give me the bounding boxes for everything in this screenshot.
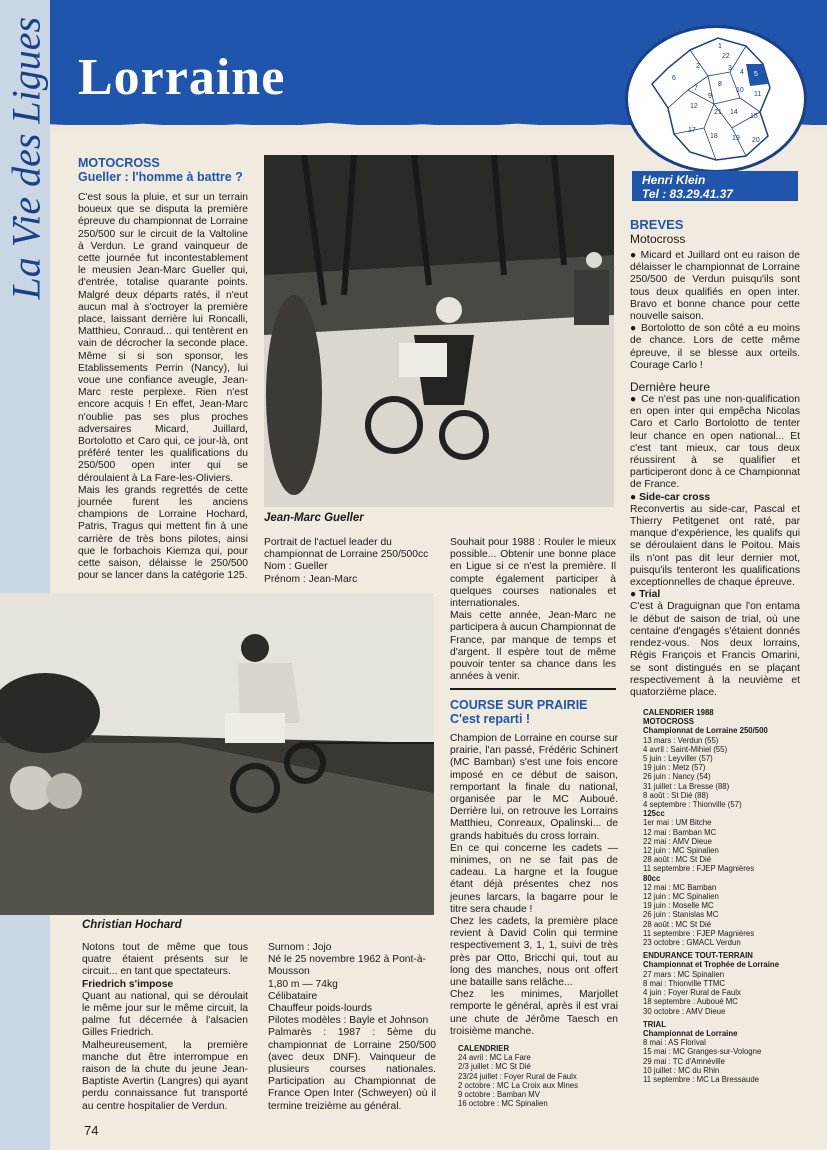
portrait-box — [264, 537, 434, 586]
calendar-item: 24 avril : MC La Fare — [458, 1053, 531, 1063]
calendar-title: CALENDRIER 1988 — [643, 708, 714, 717]
section-sidebar-title: La Vie des Ligues — [3, 16, 49, 300]
calendar-item: 12 mai : Bamban MC — [643, 827, 717, 837]
calendar-item: 1er mai : UM Bitche — [643, 818, 712, 828]
brief-item: ● Bortolotto de son côté a eu moins de chance. Lors de cette même épreuve, il se blesse aux orteils. Courage Carlo ! — [630, 323, 800, 371]
calendar-item: 12 mai : MC Bamban — [643, 882, 717, 892]
calendar-item: 10 juillet : MC du Rhin — [643, 1065, 720, 1075]
portrait-line: Prénom : Jean-Marc — [264, 573, 358, 585]
article-paragraph: Mais cette année, Jean-Marc ne participera à aucun Championnat de France, par manque de temps et d'argent. Il espère tout de même pouvoir tenter sa chance dans les années à venir. — [450, 610, 617, 683]
calendar-item: 26 juin : Nancy (54) — [643, 772, 711, 782]
photo-christian-hochard — [0, 593, 434, 915]
section-heading: MOTOCROSS — [78, 156, 160, 170]
article-paragraph: Quant au national, qui se déroulait le même jour sur le même circuit, la palme fut décernée à l'alsacien Gilles Friedrich. — [82, 990, 248, 1039]
calendar-category: 80cc — [643, 873, 661, 883]
calendar-item: 4 avril : Saint-Mihiel (55) — [643, 744, 728, 754]
divider — [450, 688, 616, 690]
calendar-item: 8 mai : Thionville TTMC — [643, 978, 726, 988]
brief-item: ● Ce n'est pas une non-qualification en open inter qui empêcha Nicolas Caro et Carlo Bortolotto de tenter leur chance en open national... Et c'est tant mieux, car tous deux réussirent à se qualifier et participeront donc à ce Championnat de France. — [630, 394, 800, 491]
map-label: 15 — [750, 113, 758, 120]
calendar-item: 23 octobre : GMACL Verdun — [643, 938, 741, 948]
calendar-item: 23/24 juillet : Foyer Rural de Faulx — [458, 1071, 577, 1081]
photo-jean-marc-gueller — [264, 155, 614, 507]
calendar-item: 28 août : MC St Dié — [643, 919, 712, 929]
calendar-category: 125cc — [643, 809, 665, 819]
map-label: 9 — [708, 93, 712, 100]
article-paragraph: Chez les cadets, la première place revient à David Colin qui termine respectivement 3, 1, 1, suivi de très près par Otto, Bricchi qui, tout au long des manches, nous ont offert une bataille sans relâche... — [450, 916, 618, 989]
france-map-icon — [628, 28, 804, 170]
calendar-title: CALENDRIER — [458, 1044, 510, 1054]
portrait-line: 1,80 m — 74kg — [268, 978, 338, 990]
portrait-line: Né le 25 novembre 1962 à Pont-à-Mousson — [268, 954, 426, 978]
calendar-subcategory: Championnat et Trophée de Lorraine — [643, 960, 780, 970]
article-subtitle: Gueller : l'homme à battre ? — [78, 170, 243, 184]
calendar-item: 2/3 juillet : MC St Dié — [458, 1062, 531, 1072]
portrait-line: Célibataire — [268, 990, 318, 1002]
map-label: 8 — [718, 81, 722, 88]
calendar-item: 30 octobre : AMV Dieue — [643, 1006, 726, 1016]
portrait-line: Surnom : Jojo — [268, 942, 332, 953]
section-heading: BREVES — [630, 217, 684, 232]
section-heading: COURSE SUR PRAIRIE — [450, 698, 588, 712]
map-label: 6 — [672, 75, 676, 82]
page-title: Lorraine — [78, 49, 286, 106]
map-label: 7 — [694, 85, 698, 92]
calendar-category: MOTOCROSS — [643, 717, 694, 727]
calendar-subcategory: Championnat de Lorraine — [643, 1028, 738, 1038]
calendar-item: 11 septembre : FJEP Magnières — [643, 864, 755, 874]
map-label: 5 — [754, 71, 758, 78]
map-label: 11 — [754, 91, 762, 98]
motocross-article — [78, 156, 248, 583]
rider-photo-icon — [0, 593, 434, 915]
article-subheading: ● Side-car cross — [630, 491, 711, 503]
map-label: 2 — [696, 63, 700, 70]
article-paragraph: C'est sous la pluie, et sur un terrain boueux que se disputa la première épreuve du championnat de Lorraine 250/500 sur le circuit de la Valtoline à Verdun. Le grand vainqueur de cette journée fut incontestablement le meusien Jean-Marc Gueller qui, d'entrée, totalise quarante points. Malgré deux départs ratés, il n'eut aucun mal à s'octroyer la première place, laissant derrière lui Roncalli, Matthieu, Conraud... qui tentèrent en vain de décrocher la seconde place. Même si si son sponsor, les Etablissements Perrin (Nancy), lui voue une confiance aveugle, Jean-Marc reste perplexe. Rien n'est encore acquis ! En effet, Jean-Marc n'oublie pas ses plus proches adversaires Micard, Juillard, Bortolotto et Caro qui, ce jour-là, ont préféré tenter les qualifications du 250/500 open inter qui se déroulaient à La Fare-les-Oliviers. — [78, 192, 248, 484]
article-paragraph: Notons tout de même que tous quatre étaient présents sur le circuit... en tant que spectateurs. — [82, 942, 248, 978]
souhait-box — [450, 537, 616, 683]
calendar-item: 22 mai : AMV Dieue — [643, 836, 712, 846]
calendar-category: ENDURANCE TOUT-TERRAIN — [643, 951, 753, 961]
portrait-line: Palmarès : 1987 : 5ème du championnat de Lorraine 250/500 (avec deux DNF). Vainqueur de plusieurs courses nationales. Participation au Championnat de France Open Inter (Schweyen) où il termine treizième au général. — [268, 1027, 436, 1112]
map-label: 17 — [688, 127, 696, 134]
calendar-item: 19 juin : Moselle MC — [643, 901, 714, 911]
contact-name: Henri Klein — [642, 173, 706, 187]
map-label: 10 — [736, 87, 744, 94]
calendar-item: 19 juin : Metz (57) — [643, 763, 706, 773]
contact-tel: Tel : 83.29.41.37 — [642, 187, 733, 201]
article-paragraph: Malheureusement, la première manche dut être interrompue en raison de la chute du jeune Jean-Baptiste Avertin (Langres) qui ayant perdu connaissance fut transporté au centre hospitalier de Verdun. — [82, 1039, 248, 1112]
map-label: 20 — [752, 137, 760, 144]
calendar-item: 5 juin : Leyviller (57) — [643, 754, 713, 764]
portrait-line: Portrait de l'actuel leader du championnat de Lorraine 250/500cc — [264, 537, 429, 561]
brief-item: Reconvertis au side-car, Pascal et Thierry Petitgenet ont raté, par manque d'expérience, les qualifs qui se déroulaient dans le Poitou. Mais ils n'ont pas dit leur dernier mot, puisqu'ils tenteront les qualifications exceptionnelles de chaque épreuve. — [630, 503, 800, 589]
photo-caption: Jean-Marc Gueller — [264, 512, 364, 524]
calendar-item: 11 septembre : MC La Bressaude — [643, 1074, 760, 1084]
calendar-item: 12 juin : MC Spinalien — [643, 846, 719, 856]
map-label: 22 — [722, 53, 730, 60]
prairie-article — [450, 698, 618, 1109]
article-subheading: Friedrich s'impose — [82, 978, 174, 990]
brief-item: ● Micard et Juillard ont eu raison de délaisser le championnat de Lorraine 250/500 de Verdun puisqu'ils sont tous deux qualifiés en open inter. Bravo et bonne chance pour cette nouvelle saison. — [630, 250, 800, 323]
calendar-item: 4 juin : Foyer Rural de Faulx — [643, 988, 741, 998]
calendar-1988 — [643, 708, 803, 1084]
calendar-item: 27 mars : MC Spinalien — [643, 969, 725, 979]
article-subheading: ● Trial — [630, 589, 661, 601]
france-map — [625, 25, 807, 173]
calendar-subcategory: Championnat de Lorraine 250/500 — [643, 726, 768, 736]
calendar-item: 8 août : St Dié (88) — [643, 790, 709, 800]
calendar-item: 28 août : MC St Dié — [643, 855, 712, 865]
portrait-line: Chauffeur poids-lourds — [268, 1003, 372, 1015]
article-subtitle: C'est reparti ! — [450, 712, 531, 726]
article-paragraph: Champion de Lorraine en course sur prairie, l'an passé, Frédéric Schinert (MC Bamban) s'est une fois encore imposé en ce début de saison, remportant la finale du national, organisée par le MC Auboué. Derrière lui, on retrouve les Lorrains Matthieu, Conreaux, Opalinski... de grands habitués du cross lorrain. — [450, 733, 618, 842]
article-paragraph: Souhait pour 1988 : Rouler le mieux possible... Obtenir une bonne place en Ligue si ce n'est la première. Il compte également participer à quelques courses nationales et internationales. — [450, 537, 616, 610]
calendar-item: 16 octobre : MC Spinalien — [458, 1099, 548, 1109]
article-subtitle: Motocross — [630, 232, 686, 246]
calendar-item: 12 juin : MC Spinalien — [643, 892, 719, 902]
brief-item: C'est à Draguignan que l'on entama le début de saison de trial, où une centaine d'engagés s'étaient donnés rendez-vous. Nos deux lorrains, Régis François et Francis Omarini, se sont distingués en se plaçant respectivement à la neuvième et quatorzième place. — [630, 601, 800, 698]
photo-caption: Christian Hochard — [82, 919, 182, 931]
map-label: 4 — [740, 69, 744, 76]
prairie-calendar — [450, 1044, 618, 1108]
portrait-details — [268, 942, 436, 1113]
calendar-item: 18 septembre : Auboué MC — [643, 997, 738, 1007]
page-number: 74 — [84, 1123, 99, 1138]
article-paragraph: Mais les grands regrettés de cette journée furent les anciens champions de Lorraine Hochard, Patris, Tragus qui mettent fin à une carrière de très bons pilotes, ainsi que le forbachois Kiemza qui, pour cette saison, délaisse le 250/500 pour se lancer dans la catégorie 125. — [78, 484, 248, 582]
calendar-item: 29 mai : TC d'Amnéville — [643, 1056, 725, 1066]
contact-box — [632, 171, 798, 201]
map-label: 1 — [718, 43, 722, 50]
calendar-category: TRIAL — [643, 1019, 666, 1029]
map-label: 3 — [728, 65, 732, 72]
calendar-item: 13 mars : Verdun (55) — [643, 735, 719, 745]
calendar-item: 11 septembre : FJEP Magnières — [643, 928, 755, 938]
map-label: 18 — [710, 133, 718, 140]
rider-photo-icon — [264, 155, 614, 507]
article-paragraph: Chez les minimes, Marjollet remporte le général, après il est vrai une chute de Jérôme Taesch en troisième manche. — [450, 989, 618, 1037]
calendar-item: 15 mai : MC Granges-sur-Vologne — [643, 1047, 762, 1057]
map-label: 19 — [732, 135, 740, 142]
portrait-line: Nom : Gueller — [264, 561, 328, 573]
calendar-item: 2 octobre : MC La Croix aux Mines — [458, 1080, 579, 1090]
calendar-item: 31 juillet : La Bresse (88) — [643, 781, 730, 791]
friedrich-article — [82, 942, 248, 1113]
article-subheading: Dernière heure — [630, 380, 711, 395]
calendar-item: 9 octobre : Bamban MV — [458, 1090, 540, 1100]
map-label: 21 — [714, 109, 722, 116]
calendar-item: 26 juin : Stanislas MC — [643, 910, 719, 920]
map-label: 12 — [690, 103, 698, 110]
map-label: 14 — [730, 109, 738, 116]
article-paragraph: En ce qui concerne les cadets — minimes, on ne se fait pas de cadeau. La hargne et la fougue étant déjà présentes chez nos jeunes larcars, la bagarre pour le titre sera chaude ! — [450, 842, 618, 915]
calendar-item: 8 mai : AS Florival — [643, 1038, 706, 1048]
breves-article — [630, 217, 800, 699]
calendar-item: 4 septembre : Thionville (57) — [643, 800, 742, 810]
portrait-line: Pilotes modèles : Bayle et Johnson — [268, 1015, 429, 1027]
